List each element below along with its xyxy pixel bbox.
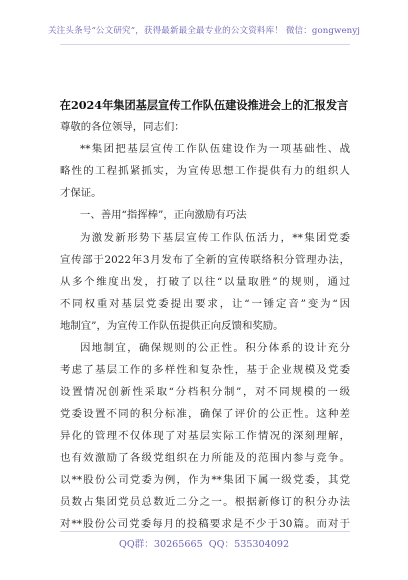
- banner-divider: [60, 44, 350, 45]
- body-line: 党委设置不同的积分标准，确保了评价的公正性。这种差: [60, 408, 350, 420]
- contact-footer: [0, 536, 408, 550]
- body-line: 不同权重对基层党委提出要求，让“一锤定音”变为“因: [60, 298, 350, 310]
- body-line: 设置情况创新性采取“分档积分制”，对不同规模的一级: [60, 386, 350, 398]
- body-line: 异化的管理不仅体现了对基层实际工作情况的深刻理解，: [60, 430, 350, 442]
- footer-divider: [60, 531, 350, 532]
- body-line: 地制宜”，为宣传工作队伍提供正向反馈和奖励。: [60, 320, 284, 332]
- body-line: 对**股份公司党委每月的投稿要求是不少于30篇。而对于: [60, 518, 350, 530]
- document-title: 在2024年集团基层宣传工作队伍建设推进会上的汇报发言: [59, 98, 349, 112]
- body-line: 考虑了基层工作的多样性和复杂性，基于企业规模及党委: [60, 364, 350, 376]
- body-line: 因地制宜，确保规则的公正性。积分体系的设计充分: [80, 342, 350, 354]
- body-line: 为激发新形势下基层宣传工作队伍活力，**集团党委: [80, 232, 350, 244]
- body-line: **集团把基层宣传工作队伍建设作为一项基础性、战: [80, 143, 350, 155]
- body-line: 也有效激励了各级党组织在力所能及的范围内参与竞争。: [60, 452, 350, 464]
- qq-number: 535304092: [234, 539, 290, 550]
- qq-label: QQ：: [208, 539, 235, 550]
- salutation: 尊敬的各位领导，同志们：: [60, 121, 185, 133]
- body-line: 略性的工程抓紧抓实，为宣传思想工作提供有力的组织人: [60, 165, 350, 177]
- body-line: 宣传部于2022年3月发布了全新的宣传联络积分管理办法，: [60, 254, 350, 266]
- body-line: 才保证。: [60, 187, 102, 199]
- body-line: 从多个维度出发，打破了以往“以量取胜”的规则，通过: [60, 276, 350, 288]
- body-line: 以**股份公司党委为例，作为**集团下属一级党委，其党: [60, 474, 350, 486]
- promo-banner: 关注头条号“公文研究”，获得最新最全最专业的公文资料库！ 微信：gongwenyj: [47, 26, 361, 36]
- qq-group-number: 30265665: [153, 539, 203, 550]
- section-heading: 一、善用“指挥棒”，正向激励有巧法: [80, 209, 247, 221]
- body-line: 员数占集团党员总数近二分之一。根据新修订的积分办法: [60, 496, 350, 508]
- qq-group-label: QQ群：: [118, 539, 154, 550]
